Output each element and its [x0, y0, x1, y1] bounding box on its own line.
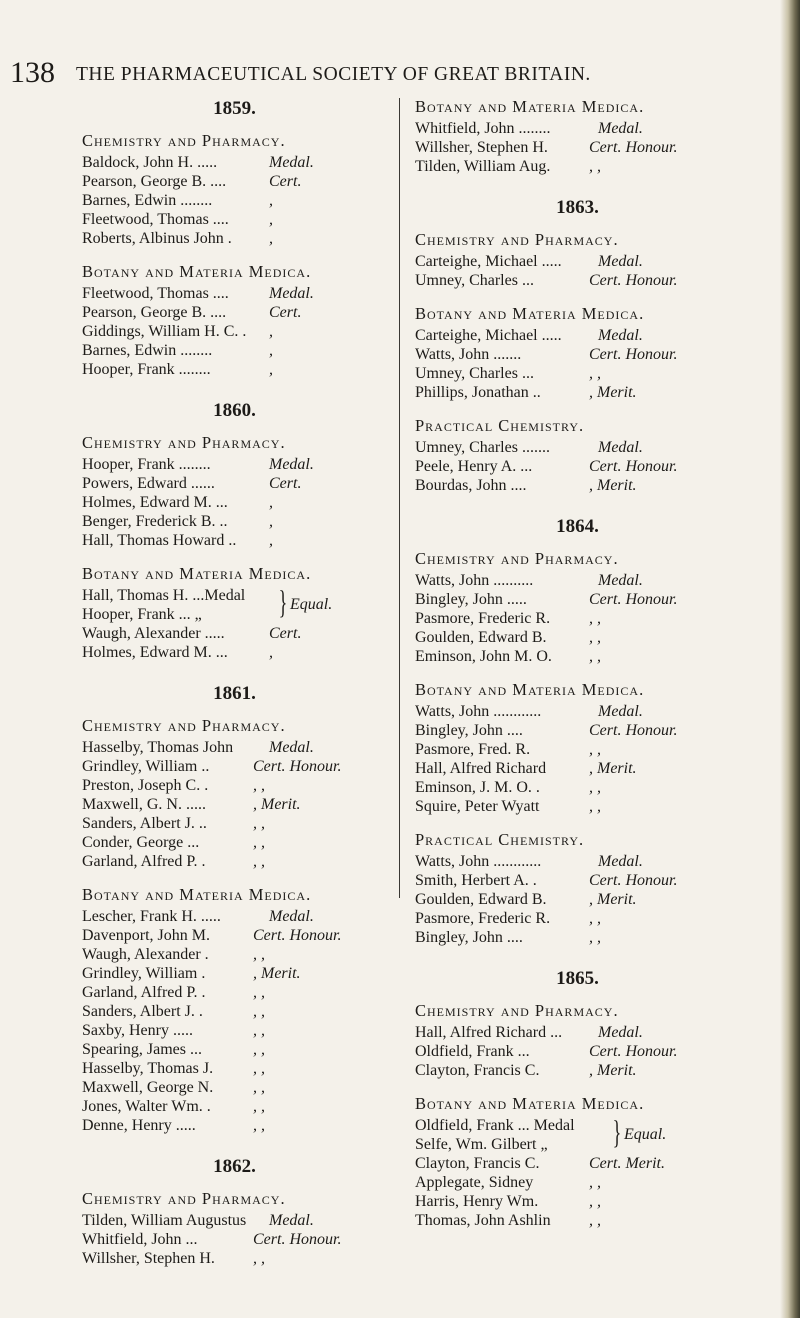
spacer: [415, 666, 740, 678]
award-label: ,: [269, 644, 273, 661]
entry-name: Watts, John .......: [415, 346, 522, 363]
entry-name: Umney, Charles ...: [415, 272, 534, 289]
left-column: [82, 95, 387, 1268]
award-label: Cert. Honour.: [589, 722, 678, 739]
entry-name: Denne, Henry .....: [82, 1117, 196, 1134]
award-label: Cert.: [269, 173, 302, 190]
award-label: ,: [269, 211, 273, 228]
section-heading: Chemistry and Pharmacy.: [82, 1189, 286, 1208]
year-heading: 1864.: [556, 516, 599, 537]
award-label: , ,: [253, 834, 265, 851]
spacer: [415, 290, 740, 302]
award-label: Cert.: [269, 304, 302, 321]
award-label: , ,: [253, 1041, 265, 1058]
list-item: [415, 345, 740, 364]
entry-name: Saxby, Henry .....: [82, 1022, 193, 1039]
award-label: , ,: [253, 1003, 265, 1020]
award-label: , ,: [253, 946, 265, 963]
award-label: , ,: [253, 1098, 265, 1115]
list-item: [415, 252, 740, 271]
running-title: THE PHARMACEUTICAL SOCIETY OF GREAT BRITAIN.: [76, 64, 591, 85]
section-heading: Botany and Materia Medica.: [82, 262, 312, 281]
award-label: , ,: [253, 1022, 265, 1039]
entry-name: Garland, Alfred P. .: [82, 853, 206, 870]
list-item: [82, 1211, 387, 1230]
award-label: , ,: [589, 929, 601, 946]
spacer: [415, 402, 740, 414]
entry-name: Sanders, Albert J. .: [82, 1003, 203, 1020]
entry-name: Conder, George ...: [82, 834, 200, 851]
list-item: [82, 586, 387, 605]
entry-name: Baldock, John H. .....: [82, 154, 218, 171]
entry-name: Bingley, John ....: [415, 722, 523, 739]
award-label: Cert. Honour.: [589, 139, 678, 156]
award-label: ,: [269, 513, 273, 530]
list-item: [415, 702, 740, 721]
section-heading: Chemistry and Pharmacy.: [415, 549, 619, 568]
list-item: [415, 476, 740, 495]
award-label: , ,: [589, 910, 601, 927]
award-label: , Merit.: [589, 384, 637, 401]
year-heading: 1863.: [556, 197, 599, 218]
list-item: [415, 1116, 740, 1135]
entry-name: Powers, Edward ......: [82, 475, 215, 492]
spacer: [82, 662, 387, 680]
list-item: [82, 284, 387, 303]
entry-name: Clayton, Francis C.: [415, 1155, 540, 1172]
award-label: , ,: [253, 1117, 265, 1134]
award-label: Cert. Honour.: [253, 927, 342, 944]
list-item: [82, 833, 387, 852]
award-label: ,: [269, 192, 273, 209]
entry-name: Oldfield, Frank ...: [415, 1043, 530, 1060]
entry-name: Tilden, William Aug.: [415, 158, 551, 175]
award-label: Medal.: [269, 456, 314, 473]
entry-name: Watts, John ............: [415, 853, 542, 870]
entry-name: Pearson, George B. ....: [82, 304, 227, 321]
section-heading: Botany and Materia Medica.: [415, 1094, 645, 1113]
entry-name: Benger, Frederick B. ..: [82, 513, 228, 530]
award-label: , ,: [589, 741, 601, 758]
spacer: [415, 176, 740, 194]
list-item: [82, 1040, 387, 1059]
award-label: ,: [269, 532, 273, 549]
entry-name: Selfe, Wm. Gilbert „: [415, 1136, 548, 1153]
entry-name: Willsher, Stephen H.: [82, 1250, 215, 1267]
award-label: , ,: [253, 815, 265, 832]
entry-name: Phillips, Jonathan ..: [415, 384, 541, 401]
entry-name: Hall, Thomas H. ...Medal: [82, 587, 246, 604]
brace-mark: }: [612, 1115, 622, 1151]
section-heading: Chemistry and Pharmacy.: [82, 131, 286, 150]
award-label: Cert. Honour.: [589, 591, 678, 608]
award-label: Cert. Honour.: [253, 1231, 342, 1248]
equal-label: Equal.: [624, 1126, 667, 1143]
entry-name: Bingley, John .....: [415, 591, 527, 608]
list-item: [415, 571, 740, 590]
list-item: [415, 1042, 740, 1061]
entry-name: Bingley, John ....: [415, 929, 523, 946]
award-label: Medal.: [269, 285, 314, 302]
entry-name: Roberts, Albinus John .: [82, 230, 232, 247]
page-number: 138: [10, 56, 55, 89]
list-item: [82, 1097, 387, 1116]
entry-name: Waugh, Alexander .: [82, 946, 209, 963]
award-label: , Merit.: [589, 477, 637, 494]
list-item: [415, 647, 740, 666]
section-heading: Chemistry and Pharmacy.: [415, 230, 619, 249]
award-label: Medal.: [598, 703, 643, 720]
list-item: [82, 210, 387, 229]
entry-name: Garland, Alfred P. .: [82, 984, 206, 1001]
award-label: , ,: [589, 1212, 601, 1229]
right-column: [415, 95, 740, 1230]
entry-name: Pasmore, Frederic R.: [415, 910, 551, 927]
award-label: Cert. Honour.: [589, 872, 678, 889]
award-label: Cert. Honour.: [253, 758, 342, 775]
entry-name: Pasmore, Frederic R.: [415, 610, 551, 627]
year-heading: 1860.: [213, 400, 256, 421]
list-item: [82, 776, 387, 795]
list-item: [415, 721, 740, 740]
spacer: [82, 379, 387, 397]
list-item: [415, 326, 740, 345]
list-item: [82, 907, 387, 926]
entry-name: Hall, Thomas Howard ..: [82, 532, 237, 549]
award-label: , ,: [589, 629, 601, 646]
section-heading: Chemistry and Pharmacy.: [82, 716, 286, 735]
spacer: [415, 816, 740, 828]
award-label: Medal.: [598, 853, 643, 870]
list-item: [82, 945, 387, 964]
entry-name: Pearson, George B. ....: [82, 173, 227, 190]
spacer: [82, 550, 387, 562]
list-item: [415, 590, 740, 609]
spacer: [415, 495, 740, 513]
award-label: , Merit.: [589, 891, 637, 908]
entry-name: Fleetwood, Thomas ....: [82, 285, 229, 302]
list-item: [82, 341, 387, 360]
award-label: , ,: [589, 158, 601, 175]
list-item: [415, 759, 740, 778]
page-edge: [780, 0, 800, 1318]
list-item: [82, 153, 387, 172]
column-divider: [399, 98, 400, 898]
list-item: [82, 531, 387, 550]
list-item: [415, 438, 740, 457]
award-label: Medal.: [598, 1024, 643, 1041]
award-label: , Merit.: [253, 965, 301, 982]
section-heading: Botany and Materia Medica.: [415, 304, 645, 323]
list-item: [415, 1154, 740, 1173]
list-item: [415, 1211, 740, 1230]
list-item: [415, 157, 740, 176]
entry-name: Holmes, Edward M. ...: [82, 494, 228, 511]
entry-name: Maxwell, George N.: [82, 1079, 214, 1096]
list-item: [415, 909, 740, 928]
entry-name: Grindley, William .: [82, 965, 206, 982]
equal-label: Equal.: [290, 596, 333, 613]
list-item: [415, 271, 740, 290]
award-label: Medal.: [269, 908, 314, 925]
entry-name: Davenport, John M.: [82, 927, 210, 944]
award-label: Cert. Merit.: [589, 1155, 665, 1172]
list-item: [415, 890, 740, 909]
award-label: ,: [269, 323, 273, 340]
list-item: [82, 474, 387, 493]
award-label: , ,: [589, 1174, 601, 1191]
entry-name: Eminson, J. M. O. .: [415, 779, 540, 796]
list-item: [82, 1002, 387, 1021]
list-item: [415, 1192, 740, 1211]
award-label: Medal.: [598, 439, 643, 456]
year-heading: 1861.: [213, 683, 256, 704]
list-item: [415, 871, 740, 890]
list-item: [82, 624, 387, 643]
award-label: , ,: [253, 1079, 265, 1096]
entry-name: Barnes, Edwin ........: [82, 342, 213, 359]
entry-name: Hooper, Frank ... „: [82, 606, 202, 623]
spacer: [82, 248, 387, 260]
entry-name: Umney, Charles .......: [415, 439, 550, 456]
entry-name: Goulden, Edward B.: [415, 629, 547, 646]
list-item: [415, 797, 740, 816]
list-item: [82, 605, 387, 624]
list-item: [415, 852, 740, 871]
award-label: , Merit.: [589, 1062, 637, 1079]
section-heading: Practical Chemistry.: [415, 416, 585, 435]
entry-name: Peele, Henry A. ...: [415, 458, 533, 475]
entry-name: Watts, John ..........: [415, 572, 534, 589]
list-item: [82, 926, 387, 945]
list-item: [82, 757, 387, 776]
award-label: Medal.: [269, 154, 314, 171]
list-item: [82, 303, 387, 322]
list-item: [415, 457, 740, 476]
award-label: Medal.: [269, 1212, 314, 1229]
list-item: [82, 964, 387, 983]
entry-name: Spearing, James ...: [82, 1041, 202, 1058]
list-item: [82, 512, 387, 531]
entry-name: Whitfield, John ........: [415, 120, 551, 137]
award-label: Cert. Honour.: [589, 1043, 678, 1060]
entry-name: Jones, Walter Wm. .: [82, 1098, 211, 1115]
list-item: [415, 383, 740, 402]
entry-name: Hall, Alfred Richard: [415, 760, 547, 777]
entry-name: Pasmore, Fred. R.: [415, 741, 531, 758]
entry-name: Carteighe, Michael .....: [415, 253, 562, 270]
list-item: [415, 740, 740, 759]
entry-name: Preston, Joseph C. .: [82, 777, 209, 794]
entry-name: Hasselby, Thomas J.: [82, 1060, 214, 1077]
list-item: [415, 1173, 740, 1192]
award-label: , ,: [253, 984, 265, 1001]
list-item: [82, 191, 387, 210]
list-item: [82, 814, 387, 833]
list-item: [415, 928, 740, 947]
entry-name: Bourdas, John ....: [415, 477, 527, 494]
list-item: [415, 609, 740, 628]
year-heading: 1859.: [213, 98, 256, 119]
entry-name: Applegate, Sidney: [415, 1174, 534, 1191]
section-heading: Botany and Materia Medica.: [82, 885, 312, 904]
year-heading: 1865.: [556, 968, 599, 989]
list-item: [82, 360, 387, 379]
entry-name: Goulden, Edward B.: [415, 891, 547, 908]
award-label: Cert. Honour.: [589, 458, 678, 475]
entry-name: Fleetwood, Thomas ....: [82, 211, 229, 228]
entry-name: Hooper, Frank ........: [82, 456, 211, 473]
entry-name: Waugh, Alexander .....: [82, 625, 225, 642]
entry-name: Thomas, John Ashlin: [415, 1212, 551, 1229]
list-item: [82, 1078, 387, 1097]
entry-name: Grindley, William ..: [82, 758, 210, 775]
award-label: , ,: [253, 1250, 265, 1267]
entry-name: Oldfield, Frank ... Medal: [415, 1117, 575, 1134]
entry-name: Hooper, Frank ........: [82, 361, 211, 378]
award-label: Cert.: [269, 625, 302, 642]
award-label: Cert. Honour.: [589, 346, 678, 363]
list-item: [82, 1249, 387, 1268]
brace-mark: }: [278, 585, 288, 621]
list-item: [82, 643, 387, 662]
award-label: , ,: [589, 648, 601, 665]
section-heading: Chemistry and Pharmacy.: [82, 433, 286, 452]
award-label: Cert.: [269, 475, 302, 492]
award-label: ,: [269, 361, 273, 378]
award-label: , ,: [589, 610, 601, 627]
year-heading: 1862.: [213, 1156, 256, 1177]
list-item: [82, 1230, 387, 1249]
list-item: [82, 852, 387, 871]
section-heading: Chemistry and Pharmacy.: [415, 1001, 619, 1020]
entry-name: Maxwell, G. N. .....: [82, 796, 206, 813]
award-label: , ,: [253, 853, 265, 870]
award-label: Medal.: [598, 327, 643, 344]
entry-name: Hasselby, Thomas John: [82, 739, 234, 756]
award-label: , Merit.: [253, 796, 301, 813]
award-label: , ,: [589, 779, 601, 796]
list-item: [82, 229, 387, 248]
list-item: [415, 1061, 740, 1080]
section-heading: Botany and Materia Medica.: [415, 97, 645, 116]
list-item: [82, 795, 387, 814]
entry-name: Tilden, William Augustus: [82, 1212, 247, 1229]
spacer: [82, 1135, 387, 1153]
award-label: ,: [269, 230, 273, 247]
list-item: [82, 455, 387, 474]
equal-brace-group: [82, 586, 387, 624]
award-label: , ,: [253, 1060, 265, 1077]
entry-name: Sanders, Albert J. ..: [82, 815, 207, 832]
list-item: [82, 172, 387, 191]
list-item: [82, 1021, 387, 1040]
entry-name: Whitfield, John ...: [82, 1231, 198, 1248]
entry-name: Watts, John ............: [415, 703, 542, 720]
list-item: [82, 493, 387, 512]
entry-name: Harris, Henry Wm.: [415, 1193, 539, 1210]
equal-brace-group: [415, 1116, 740, 1154]
list-item: [415, 778, 740, 797]
list-item: [415, 119, 740, 138]
section-heading: Botany and Materia Medica.: [415, 680, 645, 699]
award-label: , ,: [589, 1193, 601, 1210]
list-item: [82, 1116, 387, 1135]
list-item: [82, 983, 387, 1002]
award-label: Cert. Honour.: [589, 272, 678, 289]
spacer: [415, 1080, 740, 1092]
award-label: , Merit.: [589, 760, 637, 777]
entry-name: Umney, Charles ...: [415, 365, 534, 382]
award-label: ,: [269, 342, 273, 359]
entry-name: Eminson, John M. O.: [415, 648, 552, 665]
entry-name: Willsher, Stephen H.: [415, 139, 548, 156]
entry-name: Carteighe, Michael .....: [415, 327, 562, 344]
list-item: [415, 1135, 740, 1154]
list-item: [415, 628, 740, 647]
award-label: Medal.: [598, 253, 643, 270]
entry-name: Smith, Herbert A. .: [415, 872, 537, 889]
entry-name: Barnes, Edwin ........: [82, 192, 213, 209]
entry-name: Hall, Alfred Richard ...: [415, 1024, 563, 1041]
list-item: [415, 364, 740, 383]
list-item: [82, 322, 387, 341]
award-label: , ,: [589, 798, 601, 815]
entry-name: Squire, Peter Wyatt: [415, 798, 540, 815]
section-heading: Practical Chemistry.: [415, 830, 585, 849]
entry-name: Clayton, Francis C.: [415, 1062, 540, 1079]
award-label: , ,: [253, 777, 265, 794]
section-heading: Botany and Materia Medica.: [82, 564, 312, 583]
list-item: [82, 738, 387, 757]
award-label: ,: [269, 494, 273, 511]
award-label: Medal.: [269, 739, 314, 756]
award-label: , ,: [589, 365, 601, 382]
entry-name: Giddings, William H. C. .: [82, 323, 247, 340]
award-label: Medal.: [598, 120, 643, 137]
list-item: [82, 1059, 387, 1078]
entry-name: Lescher, Frank H. .....: [82, 908, 221, 925]
spacer: [415, 947, 740, 965]
list-item: [415, 1023, 740, 1042]
entry-name: Holmes, Edward M. ...: [82, 644, 228, 661]
award-label: Medal.: [598, 572, 643, 589]
page-header: [10, 58, 800, 88]
spacer: [82, 871, 387, 883]
list-item: [415, 138, 740, 157]
